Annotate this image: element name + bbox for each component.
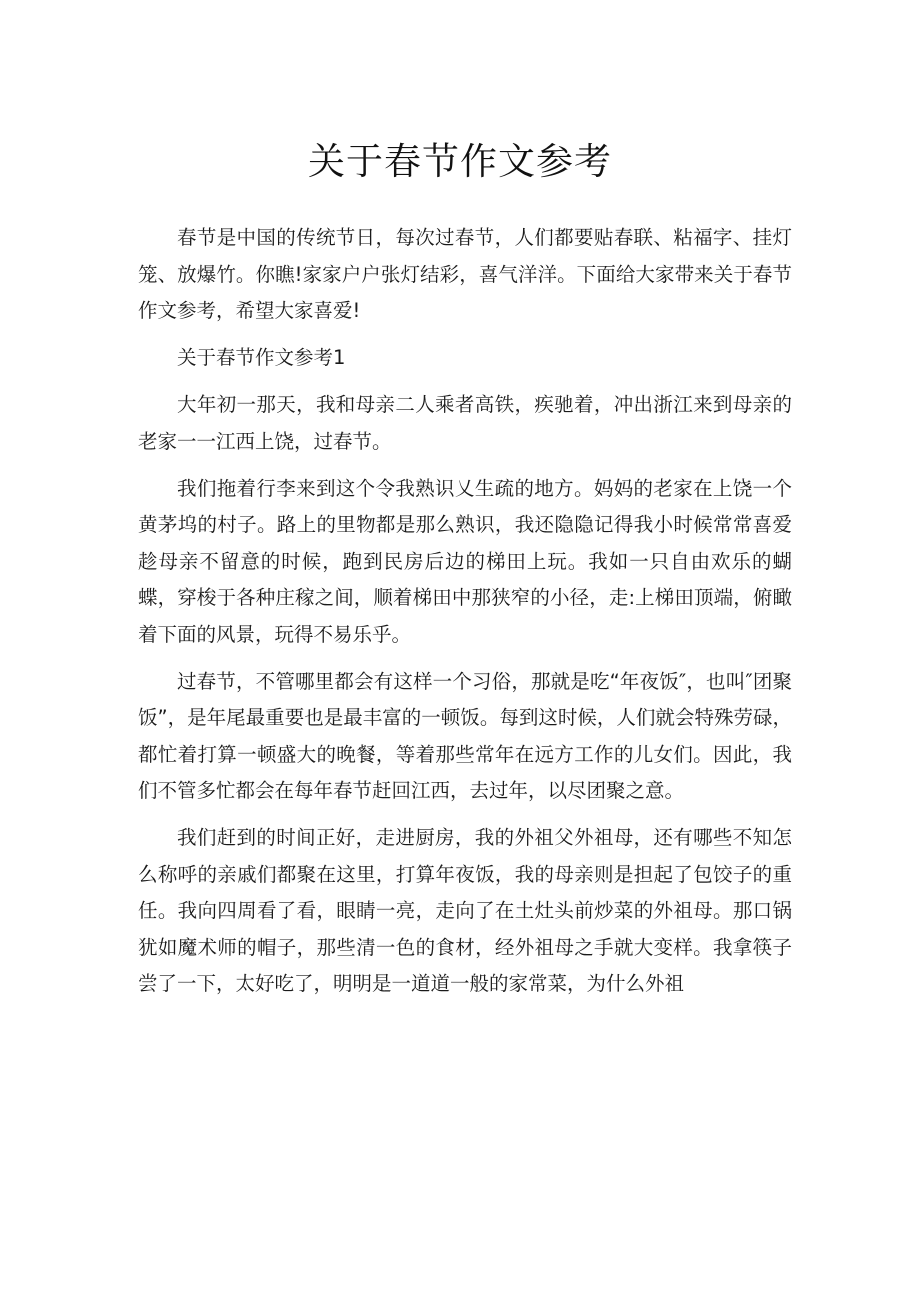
body-paragraph: 过春节，不管哪里都会有这样一个习俗，那就是吃“年夜饭″，也叫″团聚饭”，是年尾最重要也是最丰富的一顿饭。每到这时候，人们就会特殊劳碌，都忙着打算一顿盛大的晚餐，等着那些常年在远方工作的儿女们。因此，我们不管多忙都会在每年春节赶回江西，去过年，以尽团聚之意。 bbox=[138, 669, 792, 802]
document-body bbox=[138, 220, 792, 1013]
body-paragraph: 我们赶到的时间正好，走进厨房，我的外祖父外祖母，还有哪些不知怎么称呼的亲戚们都聚在这里，打算年夜饭，我的母亲则是担起了包饺子的重任。我向四周看了看，眼睛一亮，走向了在土灶头前炒菜的外祖母。那口锅犹如魔术师的帽子，那些清一色的食材，经外祖母之手就大变样。我拿筷子尝了一下，太好吃了，明明是一道道一般的家常菜，为什么外祖 bbox=[138, 826, 792, 995]
body-paragraph: 我们拖着行李来到这个令我熟识乂生疏的地方。妈妈的老家在上饶一个黄茅坞的村子。路上的里物都是那么熟识，我还隐隐记得我小时候常常喜爱趁母亲不留意的时候，跑到民房后边的梯田上玩。我如一只自由欢乐的蝴蝶，穿梭于各种庄稼之间，顺着梯田中那狭窄的小径，走:上梯田顶端，俯瞰着下面的风景，玩得不易乐乎。 bbox=[138, 476, 792, 646]
section-heading: 关于春节作文参考1 bbox=[177, 346, 346, 369]
page-title: 关于春节作文参考 bbox=[308, 140, 612, 183]
body-paragraph: 大年初一那天，我和母亲二人乘者高铁，疾驰着，冲出浙江来到母亲的老家一一江西上饶，过春节。 bbox=[138, 393, 792, 453]
intro-paragraph: 春节是中国的传统节日，每次过春节，人们都要贴春联、粘福字、挂灯笼、放爆竹。你瞧!家家户户张灯结彩，喜气洋洋。下面给大家带来关于春节作文参考，希望大家喜爱! bbox=[138, 226, 792, 322]
